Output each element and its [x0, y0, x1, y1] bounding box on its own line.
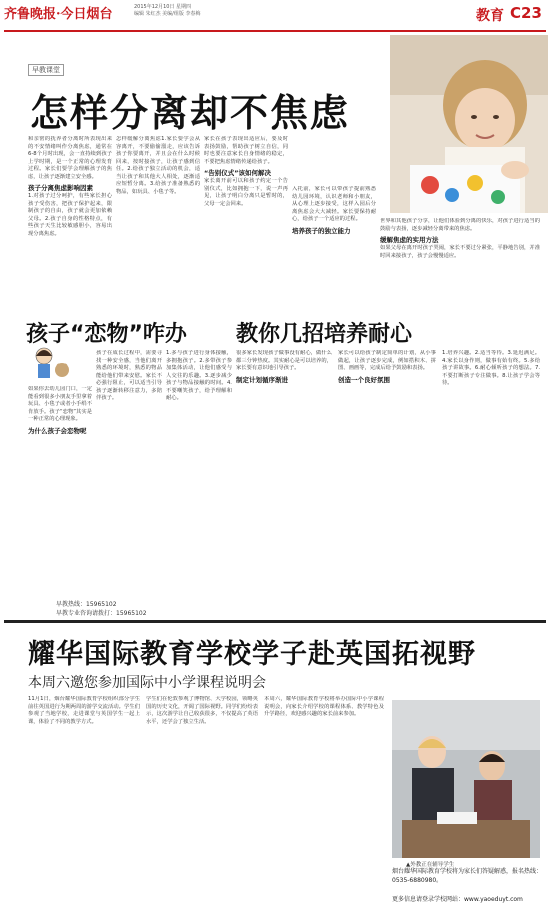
headline-main: 怎样分离却不焦虑	[30, 91, 351, 135]
child-painting-photo	[390, 35, 548, 213]
story1-col5-subhead: 缓解焦虑的实用方法	[380, 236, 439, 244]
masthead	[4, 3, 113, 22]
story2-col1-subhead: 为什么孩子会恋物呢	[28, 426, 87, 435]
story1-col1-text: 和亲密的抚养者分离时所表现出来的不安情绪叫作分离焦虑，通常在6-8个月时出现，会一直持续到孩子上学时期，是一个正常的心理发育过程。家长们要学会理解孩子的焦虑，让孩子逐渐建立安全感。	[28, 136, 112, 180]
story2-col2-text: 孩子在成长过程中，需要寻找一种安全感，当他们离开熟悉的环境时，熟悉的物品能给他们带来安慰。家长不必强行阻止，可以适当引导孩子逐渐转移注意力，多陪伴孩子。	[96, 350, 162, 401]
masthead-title: 齐鲁晚报	[4, 7, 57, 22]
story4-column-2	[146, 696, 258, 920]
masthead-edition: ·今日烟台	[56, 7, 113, 22]
story4-col2-text: 学生们在伦敦参观了博物馆、大学校园，领略英国的历史文化，开阔了国际视野。同学们纷纷表示，这次游学让自己收获很多，不仅提高了英语水平，还学会了独立生活。	[146, 696, 258, 725]
story3-column-1	[236, 350, 332, 616]
child-drawing	[30, 344, 74, 384]
header-date: 2015年12月10日 星期四	[134, 4, 192, 10]
child-drawing-illustration	[30, 344, 74, 384]
story3-col2-text: 家长可以给孩子制定简单的计划，从小事做起，让孩子逐步完成，例如搭积木、拼图、画画等，完成后给予鼓励和表扬。	[338, 350, 436, 371]
hotline-line: 早教热线：15965102	[56, 601, 117, 608]
story3-column-3	[442, 350, 540, 616]
header-meta	[134, 4, 200, 18]
story2-column-2	[96, 350, 162, 596]
story4-column-1	[28, 696, 140, 920]
story1-col3b-text: 家长离开前可以和孩子约定一个告别仪式，比如拥抱一下，说一声再见，让孩子明白分离只是暂时的，父母一定会回来。	[204, 178, 288, 207]
photo-illustration	[390, 35, 548, 213]
column-kicker: 早教课堂	[28, 64, 64, 76]
header-rule	[4, 30, 546, 32]
story1-col5b-text: 如果父母在离开时孩子哭闹，家长不要过分紧张，平静地告别，并准时回来接孩子，孩子会慢慢适应。	[380, 245, 540, 259]
story1-col4-subhead: 培养孩子的独立能力	[292, 226, 351, 235]
story1-col3-text: 家长在孩子表现出适应后，要及时表扬鼓励，帮助孩子树立自信，同时也要注意家长自身情绪的稳定，不要把焦虑情绪传递给孩子。	[204, 136, 288, 165]
page-number: C23	[510, 4, 542, 22]
story3-col2-subhead: 创造一个良好氛围	[338, 375, 390, 384]
header-editors: 编辑 朱红杰 美编/组版 李春梅	[134, 11, 201, 17]
story2-col3-text: 1.多与孩子进行身体接触，多拥抱孩子。2.多带孩子参加集体活动，让他们感受与人交往的乐趣。3.逐步减少孩子与物品接触的时间。4.不要嘲笑孩子，给予理解和耐心。	[166, 350, 232, 401]
story3-column-2	[338, 350, 436, 616]
story1-col1b-text: 1.对孩子过分呵护，有些家长担心孩子受伤害，把孩子保护起来，限制孩子的自由，孩子就会更加依赖父母。2.孩子自身的性格特点，有些孩子天生比较敏感胆小，容易出现分离焦虑。	[28, 193, 112, 237]
story3-col1-text: 很多家长发现孩子做事没有耐心，做什么都三分钟热度。其实耐心是可以培养的，家长要有意识地引导孩子。	[236, 350, 332, 371]
story1-col1-subhead: 孩子分离焦虑影响因素	[28, 184, 93, 192]
story1-column-2	[116, 136, 200, 312]
teacher-student-illustration	[392, 700, 540, 858]
page-header	[0, 0, 550, 30]
subhead-school: 本周六邀您参加国际中小学课程说明会	[28, 675, 266, 691]
story1-col3-subhead: “告别仪式”该如何解决	[204, 169, 272, 177]
hotline-note: 早教专业咨询请拨打：15965102	[56, 610, 147, 617]
story4-col1-text: 11月1日，烟台耀华国际教育学校组织部分学生前往英国进行为期两周的游学交流活动。学生们参观了当地学校，走进课堂与英国学生一起上课，体验了不同的教学方式。	[28, 696, 140, 725]
story3-col1-subhead: 制定计划循序渐进	[236, 375, 288, 384]
headline-toy-attachment: 孩子“恋物”咋办	[26, 322, 187, 347]
teacher-student-photo	[392, 700, 540, 858]
story2-column-3	[166, 350, 232, 596]
story2-column-1	[28, 386, 92, 596]
story3-col3-text: 1.培养兴趣。2.适当等待。3.延迟满足。4.家长以身作则，做事有始有终。5.多给孩子讲故事。6.耐心倾听孩子的想法。7.不要打断孩子专注做事。8.让孩子学会等待。	[442, 350, 540, 386]
story1-col4-text: 入托前，家长可以带孩子提前熟悉幼儿园环境，认识老师和小朋友，从心理上逐步接受，这样入园后分离焦虑会大大减轻。家长要保持耐心，给孩子一个适应的过程。	[292, 186, 376, 222]
story4-col3-text: 本周六，耀华国际教育学校将举办国际中小学课程说明会，向家长介绍学校的课程体系、教学特色及升学路径，欢迎感兴趣的家长前来参加。	[264, 696, 384, 717]
story1-column-1	[28, 136, 112, 312]
footer-contact: 烟台耀华国际教育学校将为家长们答疑解惑，报名热线：0535-6880980。	[392, 868, 543, 884]
section-name: 教育	[476, 8, 504, 24]
story1-column-5	[380, 218, 540, 312]
section-divider	[4, 620, 546, 623]
photo-caption: ▲外教正在辅导学生	[406, 862, 455, 868]
headline-patience: 教你几招培养耐心	[236, 322, 413, 347]
headline-school: 耀华国际教育学校学子赴英国拓视野	[28, 639, 476, 670]
story1-col2-text: 怎样缓解分离焦虑1.家长要学会从容离开，不要偷偷溜走，应该告诉孩子你要离开，并且会在什么时候回来，按时接孩子，让孩子感到信任。2.给孩子独立活动的机会，适当让孩子和其他大人相处，逐渐适应短暂分离。3.给孩子准备熟悉的物品，如玩具、小毯子等。	[116, 136, 200, 195]
story2-col1-text: 如果你去幼儿园门口，一定能看到很多小朋友手里拿着玩具、小毯子或者小手绢不肯放手。孩子“恋物”其实是一种正常的心理现象。	[28, 386, 92, 422]
story1-col5-text: 世界和其他孩子分享，让他们体验到分离的快乐，对孩子进行适当的鼓励与表扬，逐步减轻分离带来的焦虑。	[380, 218, 540, 232]
story1-column-4	[292, 186, 376, 312]
footer-website: 更多信息请登录学校网站：www.yaoeduyt.com	[392, 896, 523, 903]
story1-column-3	[204, 136, 288, 312]
story4-column-3	[264, 696, 384, 920]
